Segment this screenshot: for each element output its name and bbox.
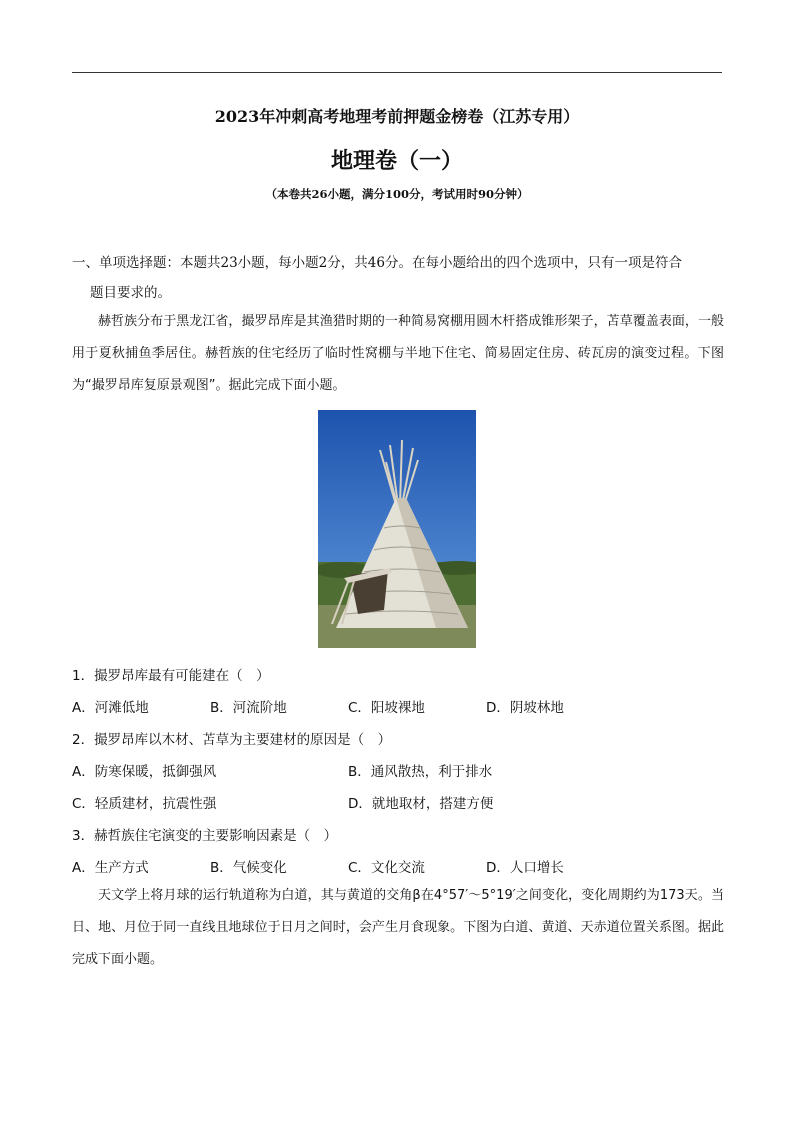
q1-option-c: C．阳坡裸地 [348,700,425,716]
q1-option-d: D．阴坡林地 [486,700,564,716]
q3-option-d: D．人口增长 [486,860,564,876]
passage-1: 赫哲族分布于黑龙江省，撮罗昂库是其渔猎时期的一种简易窝棚用圆木杆搭成锥形架子，苫草覆盖表面，一般用于夏秋捕鱼季居住。赫哲族的住宅经历了临时性窝棚与半地下住宅、简易固定住房、砖瓦房的演变过程。下图为“撮罗昂库复原景观图”。据此完成下面小题。 [72,314,724,393]
exam-info: （本卷共26小题，满分100分，考试用时90分钟） [265,187,529,201]
paper-title: 地理卷（一） [330,148,463,174]
q2-option-b: B．通风散热，利于排水 [348,764,493,780]
question-3-stem: 3．赫哲族住宅演变的主要影响因素是（ ） [72,828,338,844]
q2-option-c: C．轻质建材，抗震性强 [72,796,217,812]
q1-option-a: A．河滩低地 [72,700,149,716]
question-1-stem: 1．撮罗昂库最有可能建在（ ） [72,668,270,684]
section-heading-line1: 一、单项选择题：本题共23小题，每小题2分，共46分。在每小题给出的四个选项中，只有一项是符合 [72,255,682,271]
q2-option-d: D．就地取材，搭建方便 [348,796,494,812]
question-2-stem: 2．撮罗昂库以木材、苫草为主要建材的原因是（ ） [72,732,392,748]
q2-option-a: A．防寒保暖，抵御强风 [72,764,217,780]
top-rule [72,72,722,73]
passage-2: 天文学上将月球的运行轨道称为白道，其与黄道的交角β在4°57′～5°19′之间变化，变化周期约为173天。当日、地、月位于同一直线且地球位于日月之间时，会产生月食现象。下图为白道、黄道、天赤道位置关系图。据此完成下面小题。 [72,888,724,967]
exam-title: 2023年冲刺高考地理考前押题金榜卷（江苏专用） [214,107,580,126]
q3-option-b: B．气候变化 [210,860,287,876]
q3-option-c: C．文化交流 [348,860,425,876]
cuoluo-angku-photo [318,410,476,648]
section-heading [72,248,724,308]
q1-option-b: B．河流阶地 [210,700,287,716]
section-heading-line2: 题目要求的。 [90,285,171,301]
q3-option-a: A．生产方式 [72,860,149,876]
